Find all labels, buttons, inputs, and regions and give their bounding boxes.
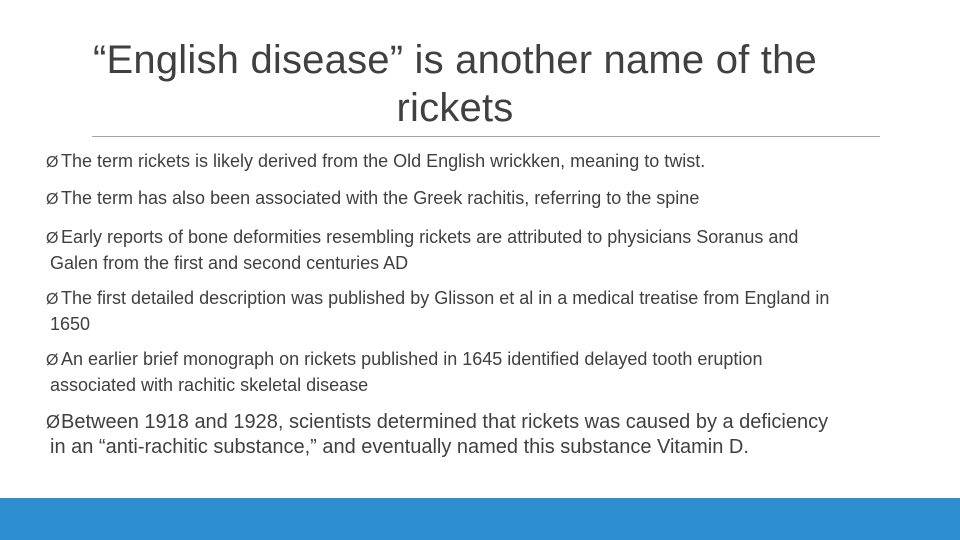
bullet-item-6 [46,410,920,460]
bullet-text-continued: in an “anti-rachitic substance,” and eventually named this substance Vitamin D. [50,436,749,458]
bullet-item-5 [46,347,920,397]
arrow-bullet-icon: Ø [46,154,59,171]
arrow-bullet-icon: Ø [46,230,59,247]
arrow-bullet-icon: Ø [46,191,59,208]
bottom-accent-bar [0,498,960,540]
bullet-text: Between 1918 and 1928, scientists determined that rickets was caused by a deficiency [61,411,829,433]
bullet-item-1 [46,149,920,175]
arrow-bullet-icon: Ø [46,412,61,432]
arrow-bullet-icon: Ø [46,352,59,369]
bullet-text: The first detailed description was published by Glisson et al in a medical treatise from England in [61,288,830,308]
bullet-text: An earlier brief monograph on rickets published in 1645 identified delayed tooth eruption [61,349,763,369]
bullet-item-3 [46,225,920,275]
slide-title [40,36,870,132]
bullet-text: Early reports of bone deformities resembling rickets are attributed to physicians Soranus and [61,227,799,247]
slide-title-line-1: “English disease” is another name of the [93,38,817,82]
bullet-item-2 [46,186,920,212]
bullet-item-4 [46,286,920,336]
bullet-text-continued: Galen from the first and second centuries AD [50,253,409,273]
arrow-bullet-icon: Ø [46,291,59,308]
title-divider [92,136,880,137]
bullet-text-continued: associated with rachitic skeletal disease [50,375,369,395]
bullet-text: The term rickets is likely derived from the Old English wrickken, meaning to twist. [61,151,706,171]
bullet-text-continued: 1650 [50,314,91,334]
slide-title-line-2: rickets [396,86,514,130]
bullet-text: The term has also been associated with the Greek rachitis, referring to the spine [61,188,700,208]
